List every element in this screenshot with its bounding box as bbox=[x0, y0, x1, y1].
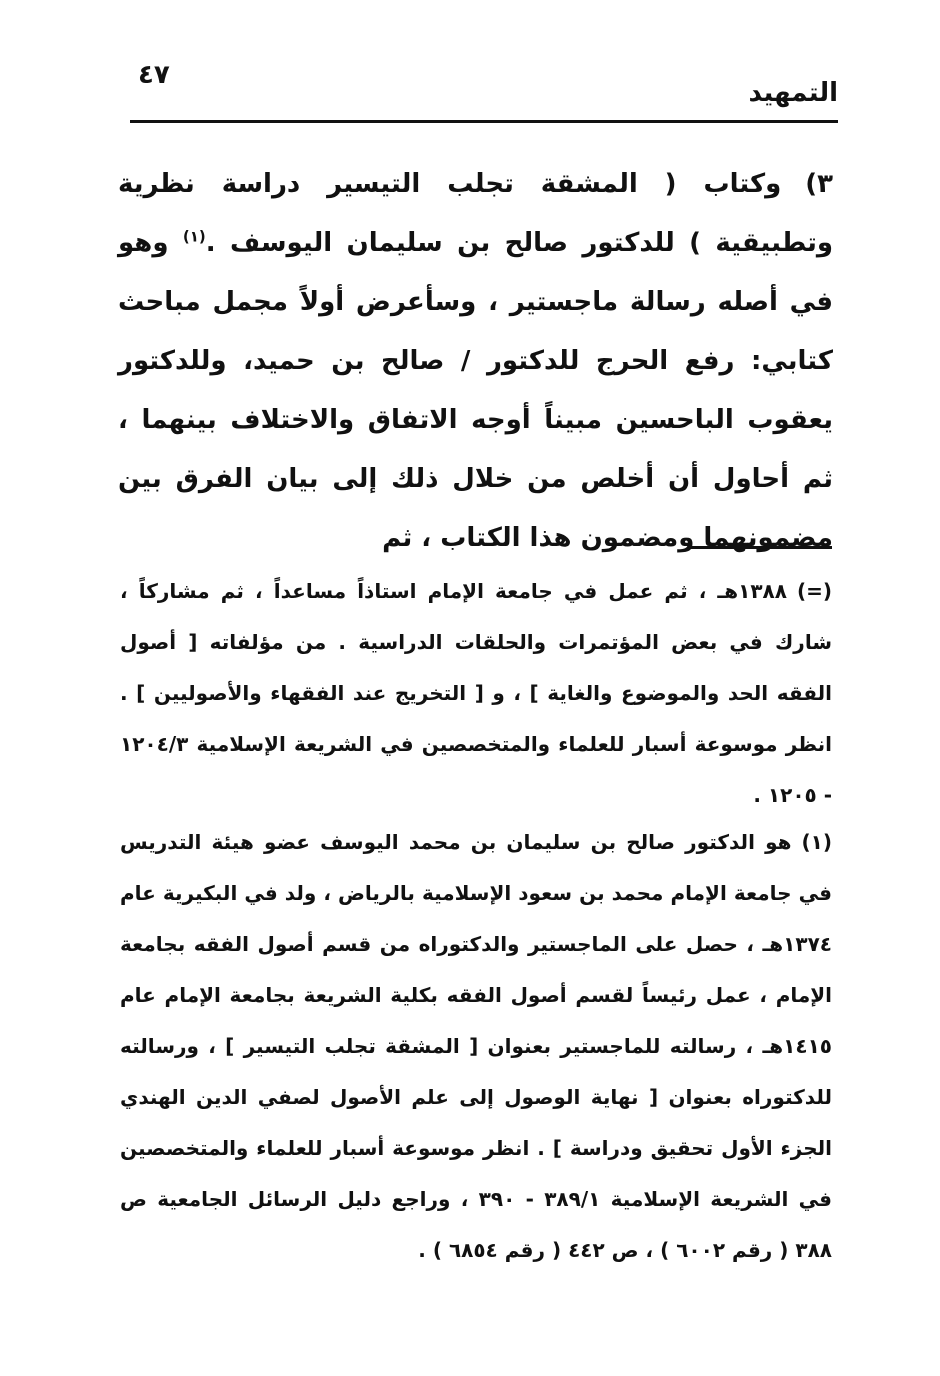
header-rule bbox=[130, 120, 838, 123]
paragraph-end: وهو في أصله رسالة ماجستير ، وسأعرض أولاً مجمل مباحث كتابي: رفع الحرج للدكتور / صالح بن حميد، وللدكتور يعقوب الباحسين مبيناً أوجه الاتفاق والاختلاف بينهما ، ثم أحاول أن أخلص من خلال ذلك إلى بيان الفرق بين مضمونهما ومضمون هذا الكتاب ، ثم bbox=[118, 228, 833, 553]
footnote-1 bbox=[120, 817, 832, 1276]
footnote-reference[interactable]: (١) bbox=[182, 227, 206, 246]
footnote-continued-text: ١٣٨٨هـ ، ثم عمل في جامعة الإمام استاذاً مساعداً ، ثم مشاركاً ، شارك في بعض المؤتمرات والحلقات الدراسية . من مؤلفاته [ أصول الفقه الحد والموضوع والغاية ] ، و [ التخريج عند الفقهاء والأصوليين ] . انظر موسوعة أسبار للعلماء والمتخصصين في الشريعة الإسلامية ١٢٠٤/٣ - ١٢٠٥ . bbox=[120, 579, 832, 807]
main-paragraph bbox=[118, 155, 833, 568]
footnote-1-mark: (١) bbox=[801, 830, 832, 854]
footnote-separator bbox=[688, 546, 832, 549]
footnote-1-text: هو الدكتور صالح بن سليمان بن محمد اليوسف عضو هيئة التدريس في جامعة الإمام محمد بن سعود الإسلامية بالرياض ، ولد في البكيرية عام ١٣٧٤هـ ، حصل على الماجستير والدكتوراه من قسم أصول الفقه بجامعة الإمام ، عمل رئيساً لقسم أصول الفقه بكلية الشريعة بجامعة الإمام عام ١٤١٥هـ ، رسالته للماجستير بعنوان [ المشقة تجلب التيسير ] ، ورسالته للدكتوراه بعنوان [ نهاية الوصول إلى علم الأصول لصفي الدين الهندي الجزء الأول تحقيق ودراسة ] . انظر موسوعة أسبار للعلماء والمتخصصين في الشريعة الإسلامية ٣٨٩/١ - ٣٩٠ ، وراجع دليل الرسائل الجامعية ص ٣٨٨ ( رقم ٦٠٠٢ ) ، ص ٤٤٢ ( رقم ٦٨٥٤ ) . bbox=[120, 830, 832, 1262]
footnote-continued bbox=[120, 566, 832, 821]
paragraph-start: وكتاب ( المشقة تجلب التيسير دراسة نظرية وتطبيقية ) للدكتور صالح بن سليمان اليوسف . bbox=[118, 169, 833, 258]
footnote-continued-mark: (=) bbox=[796, 579, 832, 603]
running-title: التمهيد bbox=[748, 78, 838, 108]
item-number: ٣) bbox=[805, 169, 833, 199]
page-number: ٤٧ bbox=[138, 60, 170, 90]
